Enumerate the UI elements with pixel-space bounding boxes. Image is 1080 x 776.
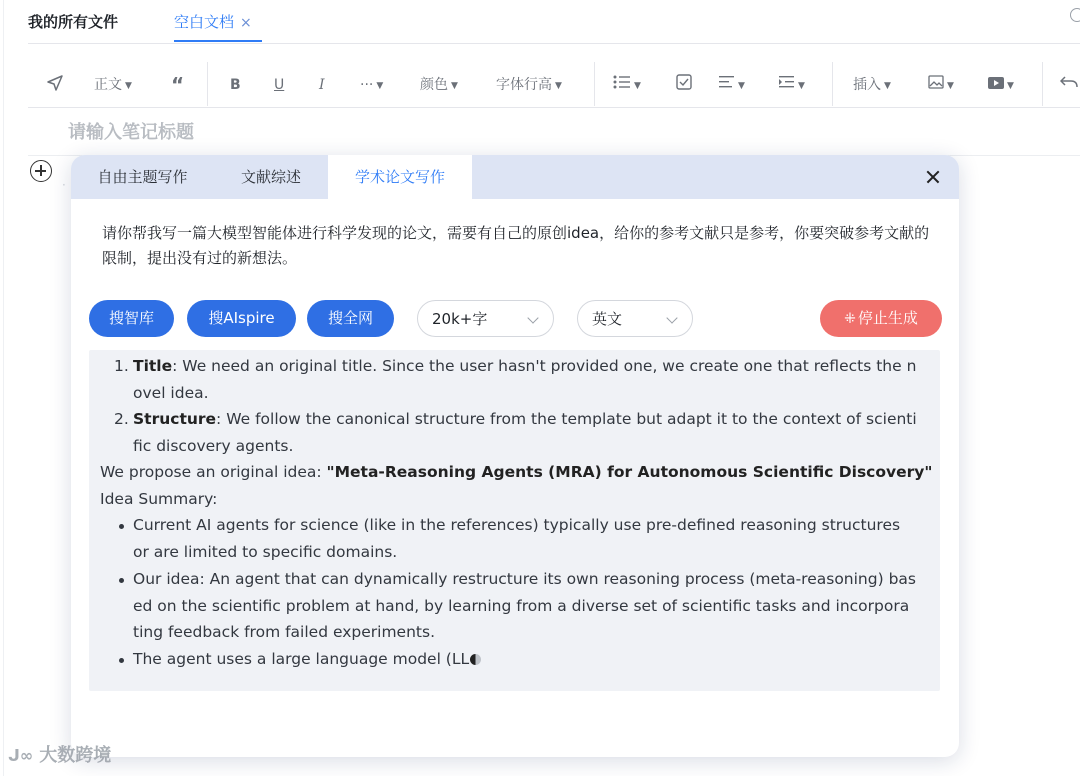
more-format-label: ··· [360,77,374,93]
chevron-down-icon: ▼ [634,81,641,91]
panel-tab-bar [71,155,959,199]
paragraph [100,459,932,486]
item-text: : We follow the canonical structure from the template but adapt it to the context of scienti [216,410,917,428]
bullet-dot [119,524,124,529]
summary-heading: Idea Summary: [100,490,218,508]
editor-placeholder-fragment: · [62,178,66,192]
tab-blank-document[interactable] [174,11,252,33]
prompt-text[interactable]: 请你帮我写一篇大模型智能体进行科学发现的论文，需要有自己的原创idea，给你的参考文献只是参考，你要突破参考文献的限制，提出没有过的新想法。 [102,224,930,267]
watermark [8,741,111,767]
list-item-continuation: ovel idea. [133,384,209,402]
ai-writing-panel [71,155,959,757]
close-panel-icon[interactable] [921,165,945,189]
image-dropdown[interactable] [928,74,954,96]
quote-icon[interactable]: “ [171,73,185,97]
length-select-value: 20k+字 [432,310,488,328]
item-label: Structure [133,410,217,428]
search-web-button[interactable]: 搜全网 [307,300,394,337]
tab-free-topic-writing[interactable]: 自由主题写作 [97,168,188,186]
chevron-down-icon: ▼ [125,81,132,91]
idea-title: "Meta-Reasoning Agents (MRA) for Autonomous Scientific Discovery" [326,463,933,481]
active-tab-underline [174,40,262,42]
editor-toolbar [28,62,1080,106]
undo-icon[interactable] [1060,74,1078,96]
chevron-down-icon: ▼ [1007,81,1014,91]
settings-circle-icon[interactable] [1070,8,1080,22]
list-item-continuation: ed on the scientific problem at hand, by learning from a diverse set of scientific tasks and incorpora [133,597,910,615]
toolbar-separator [594,62,595,106]
tab-all-files[interactable]: 我的所有文件 [28,13,119,31]
search-aispire-button[interactable]: 搜AIspire [187,300,296,337]
chevron-down-icon: ▼ [947,81,954,91]
search-zhiku-button[interactable]: 搜智库 [89,300,174,337]
chevron-down-icon [666,312,677,323]
bullet-dot [119,578,124,583]
bullet-list-icon [613,75,631,89]
stop-generating-label: 停止生成 [857,309,918,327]
item-text: : We need an original title. Since the user hasn't provided one, we create one that reflects the n [172,357,917,375]
toolbar-separator [832,62,833,106]
checkbox-list-icon[interactable] [676,74,692,96]
align-left-icon [719,75,735,89]
chevron-down-icon: ▼ [884,81,891,91]
document-tab-bar [0,0,1080,44]
tab-literature-review[interactable]: 文献综述 [240,168,301,186]
chevron-down-icon: ▼ [376,81,384,91]
list-item [133,406,917,433]
watermark-text: 大数跨境 [39,745,112,766]
language-select[interactable] [577,300,693,337]
chevron-down-icon: ▼ [555,81,562,91]
list-item [133,646,481,673]
toolbar-separator [1042,62,1043,106]
toolbar-divider [28,107,1080,108]
stop-generating-button[interactable] [820,300,942,337]
toolbar-separator [207,62,208,106]
paragraph-style-dropdown[interactable] [94,74,132,96]
watermark-logo-icon: ᒍ∞ [8,746,34,765]
item-label: Title [133,357,173,375]
indent-dropdown[interactable] [779,74,805,96]
send-icon[interactable] [46,74,64,96]
bullet-dot [119,658,124,663]
color-label: 颜色 [420,77,448,93]
video-icon [988,77,1004,89]
close-tab-icon[interactable]: × [240,15,252,31]
chevron-down-icon: ▼ [738,81,745,91]
tab-blank-document-label: 空白文档 [174,13,235,31]
more-format-dropdown[interactable] [360,74,383,96]
list-item-continuation: or are limited to specific domains. [133,543,398,561]
add-block-icon[interactable] [30,160,52,182]
align-dropdown[interactable] [719,74,745,96]
bullet-list-dropdown[interactable] [613,74,641,96]
tabs-divider [28,43,1080,44]
insert-label: 插入 [853,77,881,93]
image-icon [928,75,944,89]
note-title-input[interactable] [68,119,668,145]
list-number: 1. [114,357,129,375]
generated-output [89,350,940,691]
chevron-down-icon: ▼ [451,81,458,91]
list-item [133,353,916,380]
font-line-height-dropdown[interactable] [496,74,562,96]
bold-button[interactable]: B [230,77,241,93]
list-item: Our idea: An agent that can dynamically restructure its own reasoning process (meta-reasoning) bas [133,570,916,588]
color-dropdown[interactable] [420,74,458,96]
list-item-continuation: fic discovery agents. [133,437,294,455]
streaming-text: The agent uses a large language model (LL [133,650,470,668]
tab-academic-paper-writing[interactable]: 学术论文写作 [328,155,472,199]
language-select-value: 英文 [592,310,623,328]
loading-spinner-icon: ⁜ [844,311,856,327]
font-line-height-label: 字体行高 [496,77,552,93]
underline-button[interactable]: U [274,77,285,93]
list-number: 2. [114,410,129,428]
list-item: Current AI agents for science (like in the references) typically use pre-defined reasoning structures [133,516,901,534]
chevron-down-icon [527,312,538,323]
paragraph-style-label: 正文 [94,77,122,93]
list-item-continuation: ting feedback from failed experiments. [133,623,436,641]
chevron-down-icon: ▼ [798,81,805,91]
streaming-cursor-icon [470,654,481,665]
insert-dropdown[interactable] [853,74,891,96]
length-select[interactable] [417,300,554,337]
indent-icon [779,75,795,89]
paragraph-prefix: We propose an original idea: [100,463,327,481]
italic-button[interactable]: I [319,77,325,93]
video-dropdown[interactable] [988,74,1014,96]
page-edge [3,0,4,776]
